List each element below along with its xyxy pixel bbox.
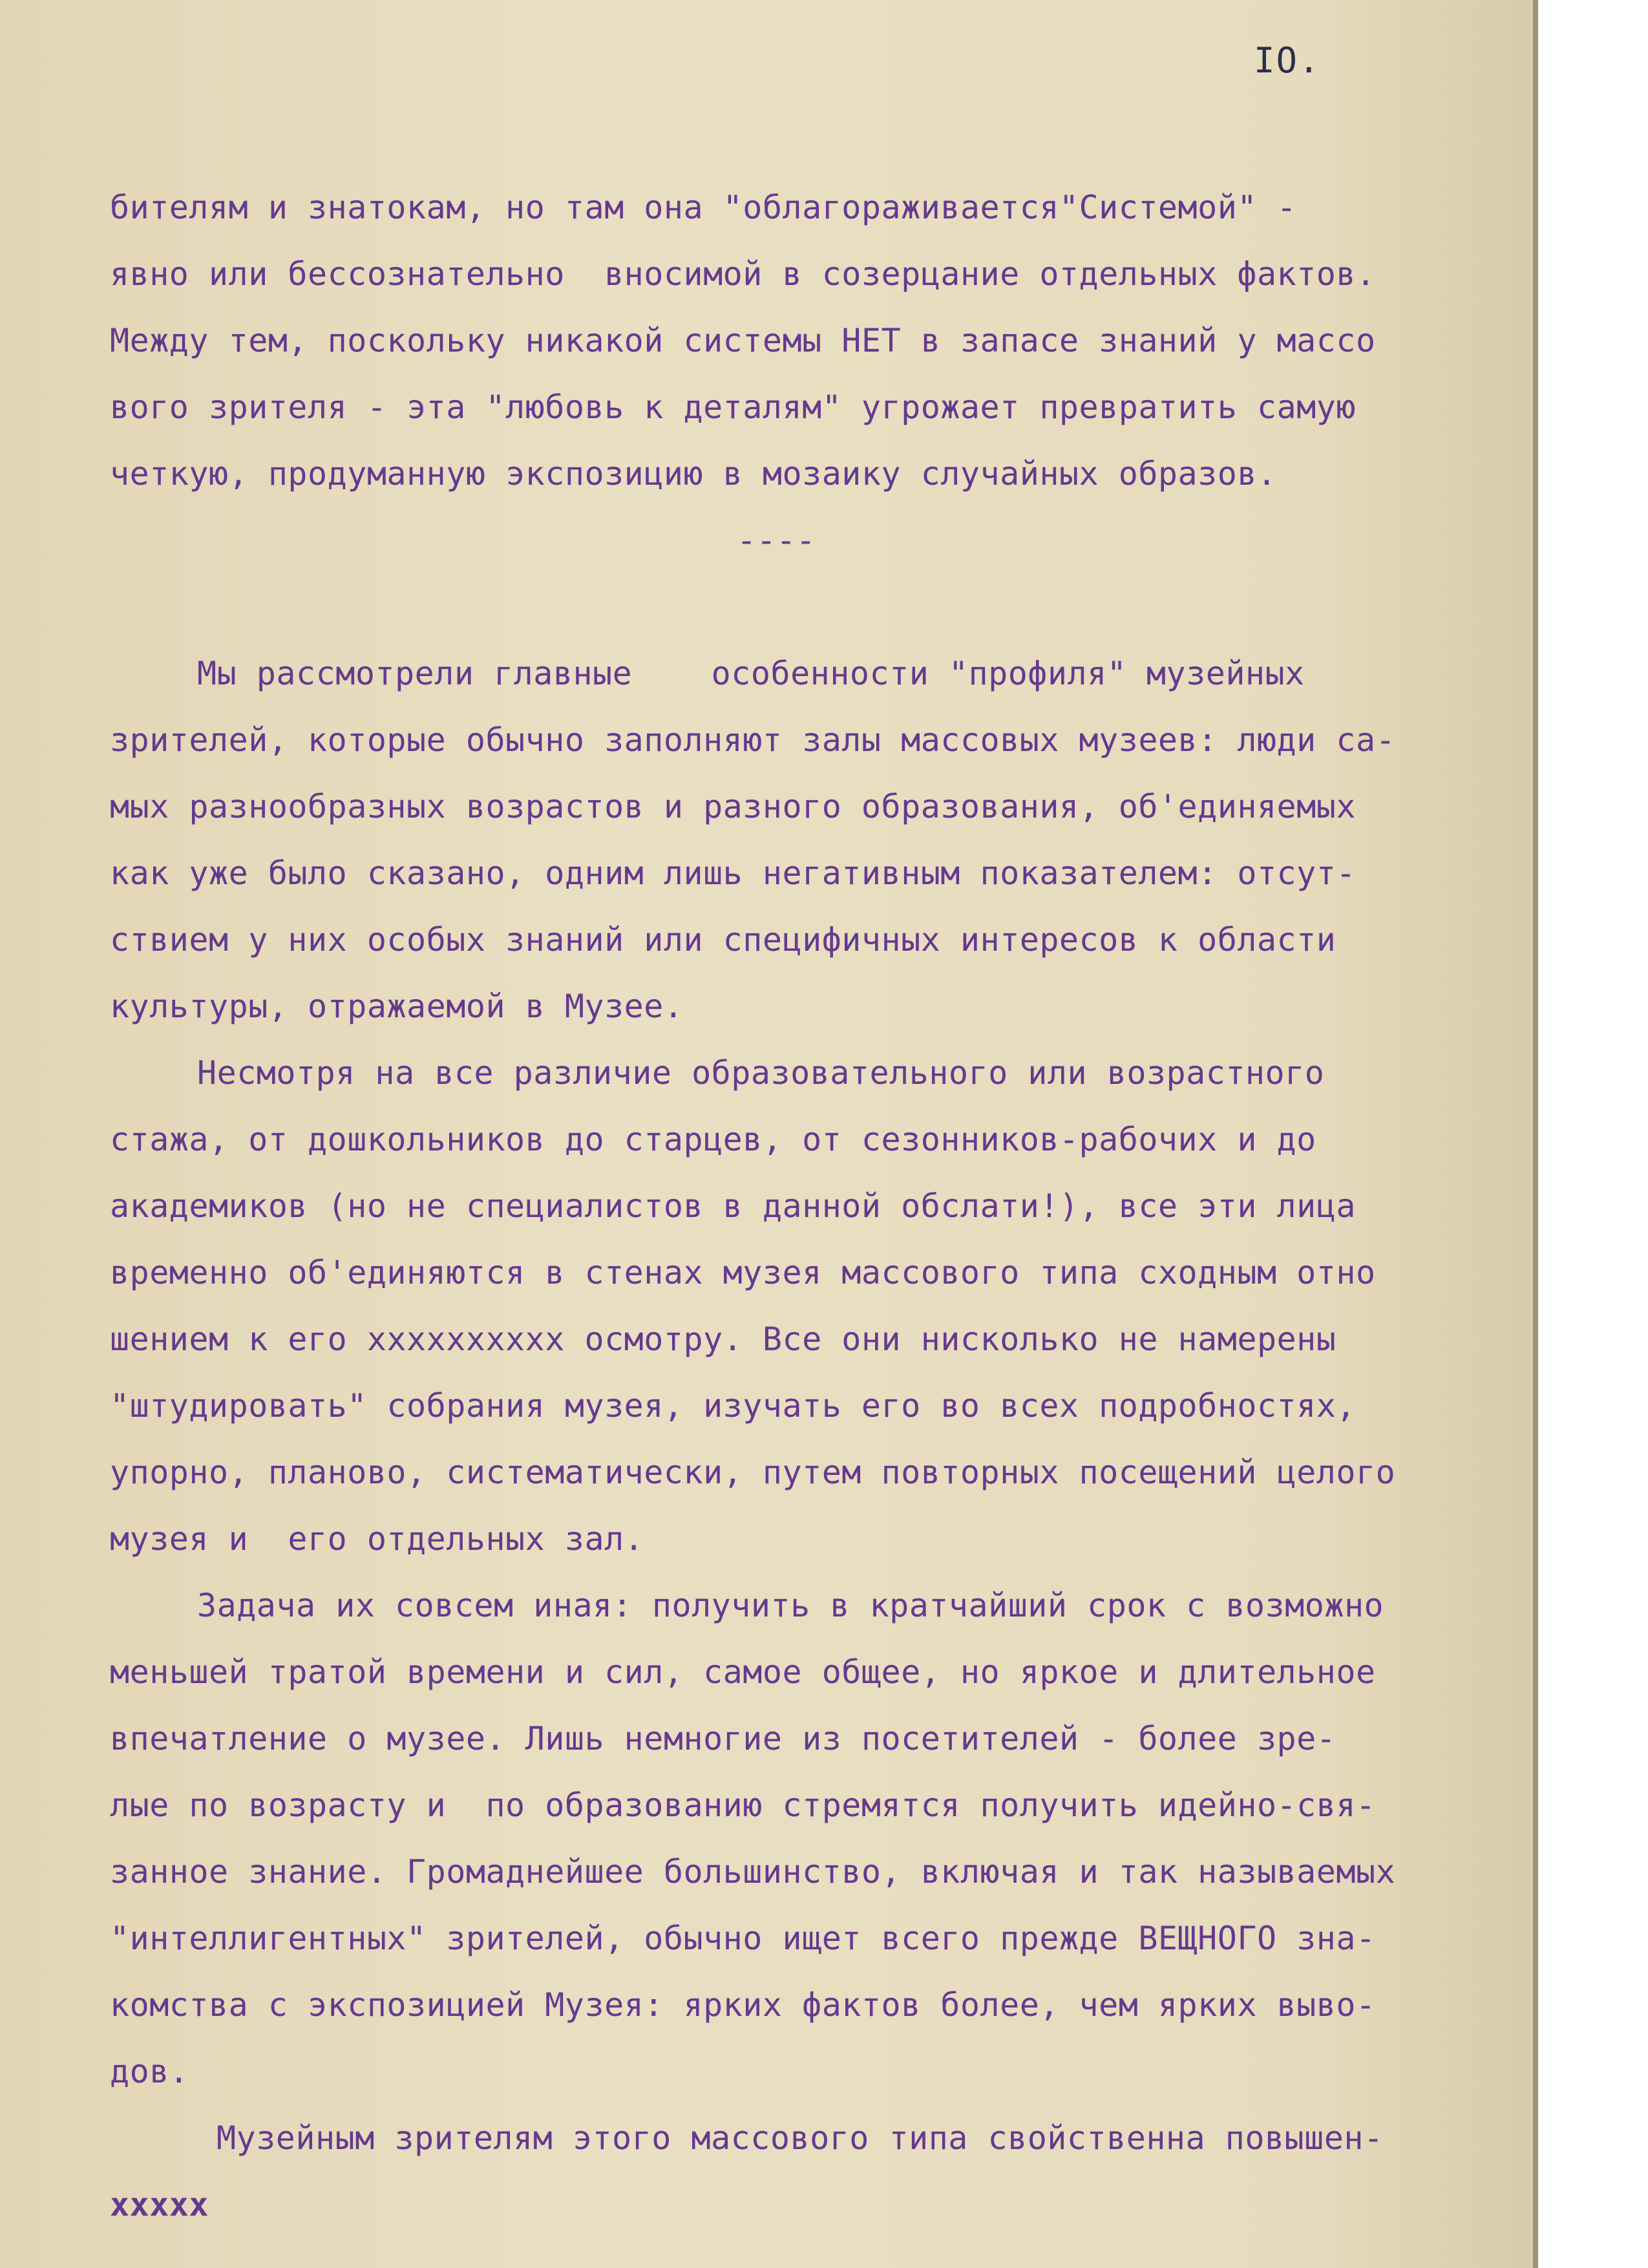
text-line: как уже было сказано, одним лишь негативным показателем: отсут- xyxy=(110,854,1356,892)
text-line: явно или бессознательно вносимой в созерцание отдельных фактов. xyxy=(110,255,1376,293)
text-line: Несмотря на все различие образовательного или возрастного xyxy=(197,1054,1325,1092)
text-line: академиков (но не специалистов в данной обслати!), все эти лица xyxy=(110,1187,1356,1225)
text-line: четкую, продуманную экспозицию в мозаику случайных образов. xyxy=(110,455,1277,493)
text-line: культуры, отражаемой в Музее. xyxy=(110,988,684,1025)
text-line: занное знание. Громаднейшее большинство, включая и так называемых xyxy=(110,1853,1396,1891)
spacer xyxy=(110,574,1525,641)
text-line: впечатление о музее. Лишь немногие из посетителей - более зре- xyxy=(110,1720,1336,1757)
typed-text-body xyxy=(110,175,1525,2238)
text-line: ствием у них особых знаний или специфичных интересов к области xyxy=(110,921,1336,959)
text-line: временно об'единяются в стенах музея массового типа сходным отно xyxy=(110,1254,1376,1291)
page-edge xyxy=(1533,0,1538,2268)
page-number: IO. xyxy=(1254,40,1321,81)
text-line-struck: xxxxx xyxy=(110,2186,209,2223)
text-line: дов. xyxy=(110,2053,189,2090)
text-line: стажа, от дошкольников до старцев, от сезонников-рабочих и до xyxy=(110,1121,1316,1158)
text-line: бителям и знатокам, но там она "облагораживается"Системой" - xyxy=(110,189,1297,226)
text-line: музея и его отдельных зал. xyxy=(110,1520,644,1558)
text-line: упорно, планово, систематически, путем повторных посещений целого xyxy=(110,1454,1396,1491)
text-line: Между тем, поскольку никакой системы НЕТ в запасе знаний у массо xyxy=(110,322,1376,359)
text-line: меньшей тратой времени и сил, самое общее, но яркое и длительное xyxy=(110,1653,1376,1691)
text-line: "интеллигентных" зрителей, обычно ищет всего прежде ВЕЩНОГО зна- xyxy=(110,1920,1376,1957)
text-line: Задача их совсем иная: получить в кратчайший срок с возможно xyxy=(197,1587,1384,1624)
text-line: вого зрителя - эта "любовь к деталям" угрожает превратить самую xyxy=(110,388,1356,426)
text-line: Музейным зрителям этого массового типа свойственна повышен- xyxy=(217,2119,1384,2157)
text-line: зрителей, которые обычно заполняют залы массовых музеев: люди са- xyxy=(110,721,1396,759)
text-line: Мы рассмотрели главные особенности "профиля" музейных xyxy=(197,655,1305,692)
text-line: комства с экспозицией Музея: ярких фактов более, чем ярких выво- xyxy=(110,1986,1376,2024)
text-line: шением к его xxxxxxxxxx осмотру. Все они нисколько не намерены xyxy=(110,1320,1336,1358)
section-separator: ---- xyxy=(737,522,816,559)
text-line: мых разнообразных возрастов и разного образования, об'единяемых xyxy=(110,788,1356,825)
text-line: "штудировать" собрания музея, изучать его во всех подробностях, xyxy=(110,1387,1356,1425)
text-line: лые по возрасту и по образованию стремятся получить идейно-свя- xyxy=(110,1786,1376,1824)
